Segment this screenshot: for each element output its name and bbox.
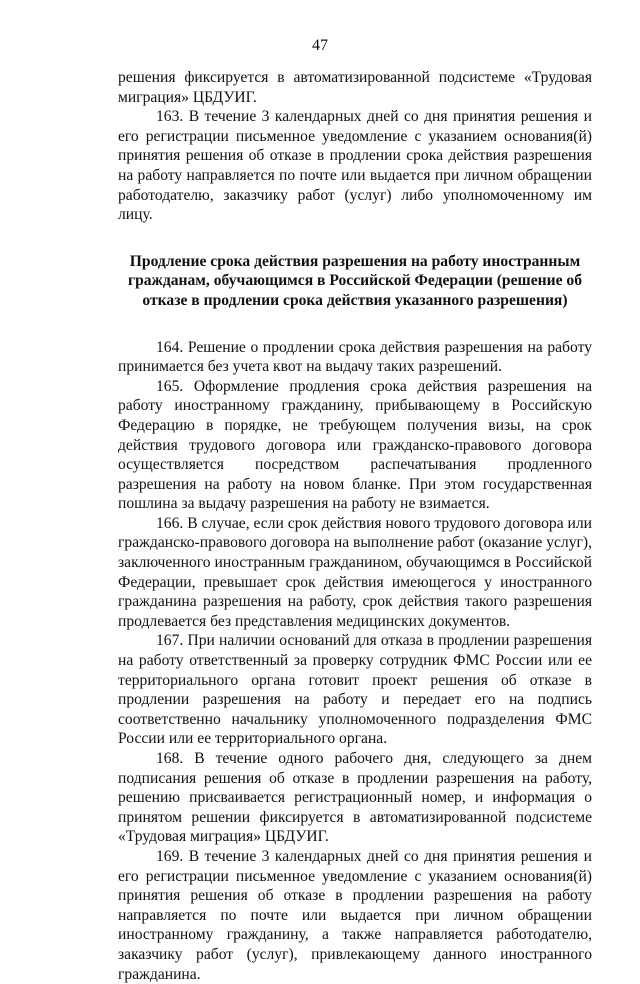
page-number: 47	[312, 37, 328, 54]
paragraph-169: 169. В течение 3 календарных дней со дня принятия решения и его регистрации письменное уведомление с указанием основания(й) принятия решения об отказе в продлении разрешения на работу направляется по почте или выдается при личном обращении иностранному гражданину, а также направляется работодателю, заказчику работ (услуг), привлекающему данного иностранного гражданина.	[118, 847, 592, 983]
paragraph-165: 165. Оформление продления срока действия разрешения на работу иностранному гражданину, прибывающему в Российскую Федерацию в порядке, не требующем получения визы, на срок действия трудового договора или гражданско-правового договора осуществляется посредством распечатывания продленного разрешения на работу на новом бланке. При этом государственная пошлина за выдачу разрешения на работу не взимается.	[118, 377, 592, 513]
paragraph-163: 163. В течение 3 календарных дней со дня принятия решения и его регистрации письменное уведомление с указанием основания(й) принятия решения об отказе в продлении срока действия разрешения на работу направляется по почте или выдается при личном обращении работодателю, заказчику работ (услуг) либо уполномоченному им лицу.	[118, 108, 592, 224]
paragraph-167: 167. При наличии оснований для отказа в продлении разрешения на работу ответственный за проверку сотрудник ФМС России или ее территориального органа готовит проект решения об отказе в продлении разрешения на работу и передает его на подпись соответственно начальнику уполномоченного подразделения ФМС России или ее территориального органа.	[118, 632, 592, 748]
paragraph-164: 164. Решение о продлении срока действия разрешения на работу принимается без учета квот на выдачу таких разрешений.	[118, 338, 592, 376]
section-heading: Продление срока действия разрешения на работу иностранным гражданам, обучающимся в Российской Федерации (решение об отказе в продлении срока действия указанного разрешения)	[127, 252, 582, 309]
paragraph-continuation: решения фиксируется в автоматизированной подсистеме «Трудовая миграция» ЦБДУИГ.	[118, 69, 592, 106]
paragraph-166: 166. В случае, если срок действия нового трудового договора или гражданско-правового договора на выполнение работ (оказание услуг), заключенного иностранным гражданином, обучающимся в Российской Федерации, превышает срок действия имеющегося у иностранного гражданина разрешения на работу, срок действия такого разрешения продлевается без представления медицинских документов.	[118, 514, 592, 630]
document-body	[118, 68, 592, 984]
paragraph-168: 168. В течение одного рабочего дня, следующего за днем подписания решения об отказе в продлении разрешения на работу, решению присваивается регистрационный номер, и информация о принятом решении фиксируется в автоматизированной подсистеме «Трудовая миграция» ЦБДУИГ.	[118, 750, 592, 846]
